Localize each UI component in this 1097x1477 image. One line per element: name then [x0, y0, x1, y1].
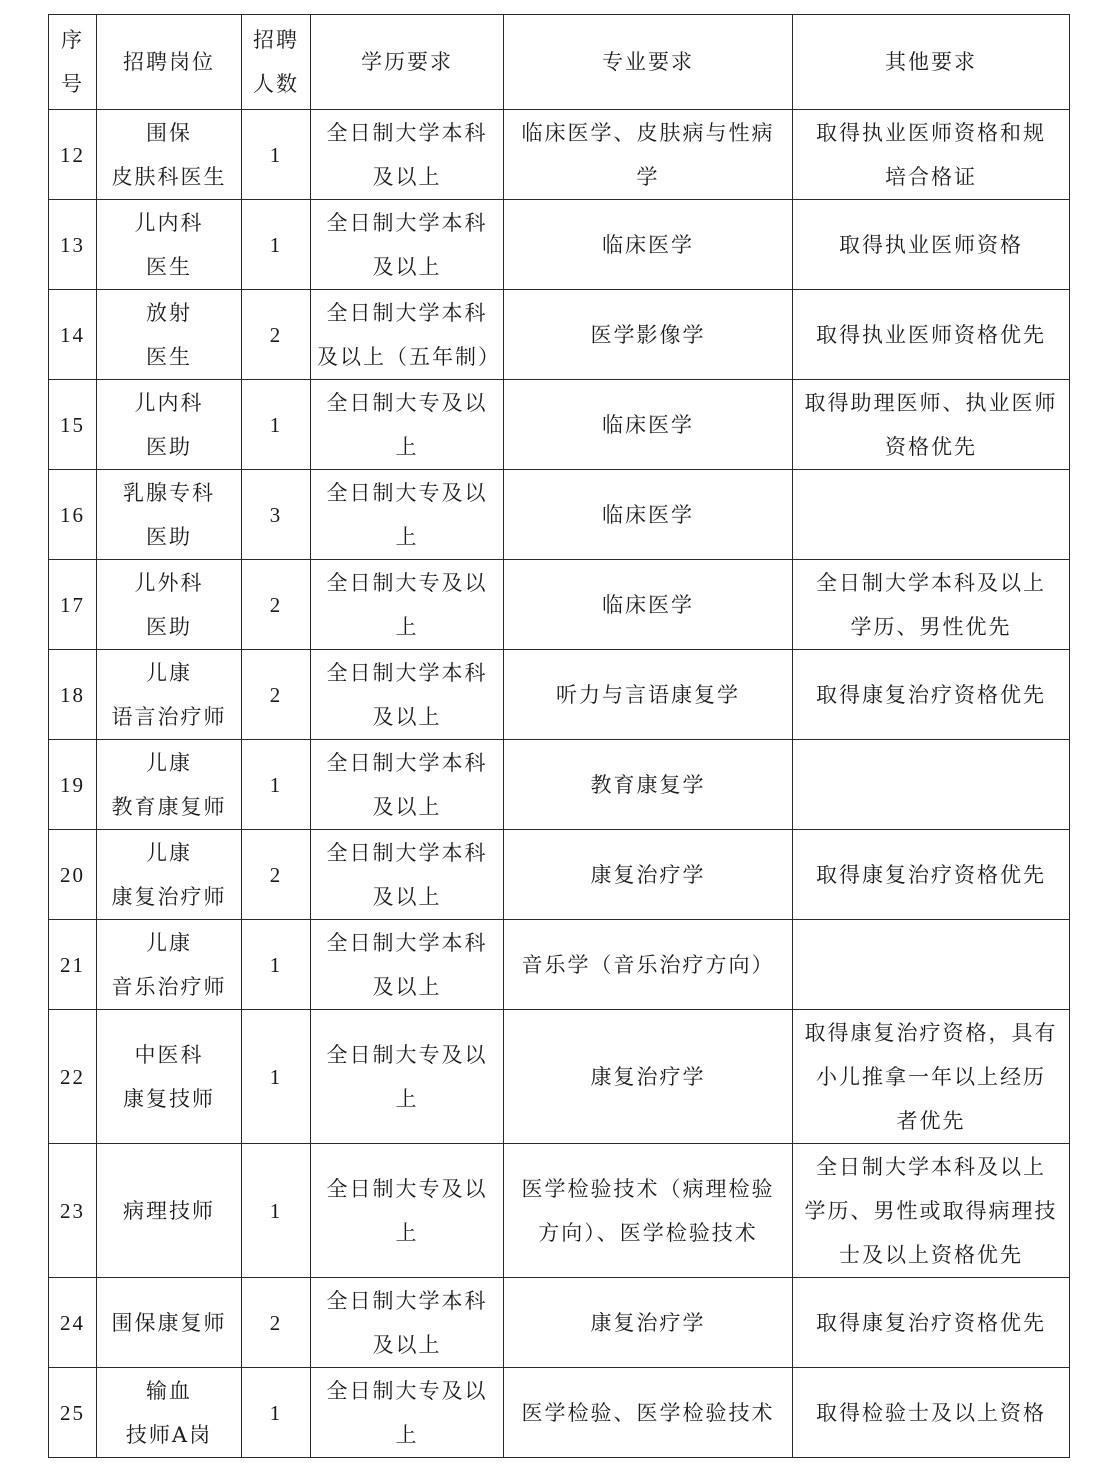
- post-cell: [97, 290, 242, 380]
- major-cell: [504, 1278, 793, 1368]
- post-line: 儿康: [146, 660, 192, 685]
- other-cell: [793, 200, 1070, 290]
- table-row: [49, 1010, 1070, 1144]
- post-cell: [97, 830, 242, 920]
- education-cell: [311, 560, 504, 650]
- major-line: 音乐学（音乐治疗方向）: [521, 952, 775, 977]
- major-cell: [504, 830, 793, 920]
- other-line: 者优先: [896, 1108, 966, 1133]
- count-cell: 1: [242, 920, 311, 1010]
- education-line: 全日制大学本科: [326, 750, 488, 775]
- row-index-cell: 18: [49, 650, 97, 740]
- count-cell: 1: [242, 110, 311, 200]
- major-line: 医学影像学: [590, 322, 706, 347]
- table-row: [49, 650, 1070, 740]
- header-row: [49, 15, 1070, 110]
- major-cell: [504, 650, 793, 740]
- row-index-cell: 23: [49, 1144, 97, 1278]
- major-line: 医学检验、医学检验技术: [521, 1400, 775, 1425]
- header-education: 学历要求: [311, 15, 504, 110]
- header-index: [49, 15, 97, 110]
- education-line: 上: [395, 1086, 419, 1111]
- education-cell: [311, 110, 504, 200]
- table-row: [49, 560, 1070, 650]
- post-line: 康复技师: [123, 1086, 215, 1111]
- other-line: 小儿推拿一年以上经历: [816, 1064, 1046, 1089]
- major-cell: [504, 200, 793, 290]
- other-line: 取得助理医师、执业医师: [804, 390, 1058, 415]
- row-index-cell: 25: [49, 1368, 97, 1458]
- row-index-cell: 19: [49, 740, 97, 830]
- post-line: 放射: [146, 300, 192, 325]
- count-cell: 2: [242, 290, 311, 380]
- count-cell: 1: [242, 740, 311, 830]
- education-cell: [311, 1010, 504, 1144]
- other-cell: [793, 920, 1070, 1010]
- post-line: 输血: [146, 1378, 192, 1403]
- table-row: [49, 1368, 1070, 1458]
- education-line: 全日制大学本科: [326, 930, 488, 955]
- post-line: 中医科: [134, 1042, 204, 1067]
- post-cell: [97, 1368, 242, 1458]
- row-index-cell: 20: [49, 830, 97, 920]
- other-line: 士及以上资格优先: [839, 1242, 1023, 1267]
- post-cell: [97, 380, 242, 470]
- post-line: 医生: [146, 344, 192, 369]
- major-line: 康复治疗学: [590, 1310, 706, 1335]
- major-line: 康复治疗学: [590, 1064, 706, 1089]
- education-cell: [311, 650, 504, 740]
- education-line: 全日制大专及以: [326, 1042, 488, 1067]
- major-cell: [504, 380, 793, 470]
- post-line: 医助: [146, 524, 192, 549]
- other-line: 取得执业医师资格: [839, 232, 1023, 257]
- post-cell: [97, 1278, 242, 1368]
- count-cell: 2: [242, 830, 311, 920]
- count-cell: 2: [242, 1278, 311, 1368]
- education-line: 全日制大学本科: [326, 1288, 488, 1313]
- count-cell: 1: [242, 1010, 311, 1144]
- major-line: 教育康复学: [590, 772, 706, 797]
- education-line: 及以上: [372, 704, 442, 729]
- education-cell: [311, 1368, 504, 1458]
- header-post: 招聘岗位: [97, 15, 242, 110]
- education-cell: [311, 290, 504, 380]
- education-line: 全日制大学本科: [326, 660, 488, 685]
- post-line: 乳腺专科: [123, 480, 215, 505]
- other-line: 取得康复治疗资格，具有: [804, 1020, 1058, 1045]
- other-line: 取得康复治疗资格优先: [816, 862, 1046, 887]
- table-row: [49, 830, 1070, 920]
- row-index-cell: 15: [49, 380, 97, 470]
- count-cell: 1: [242, 1144, 311, 1278]
- row-index-cell: 12: [49, 110, 97, 200]
- post-cell: [97, 200, 242, 290]
- other-line: 取得康复治疗资格优先: [816, 1310, 1046, 1335]
- count-cell: 1: [242, 1368, 311, 1458]
- row-index-cell: 14: [49, 290, 97, 380]
- major-cell: [504, 1368, 793, 1458]
- education-line: 全日制大专及以: [326, 570, 488, 595]
- other-line: 取得康复治疗资格优先: [816, 682, 1046, 707]
- other-line: 培合格证: [885, 164, 977, 189]
- header-index-line: 号: [61, 72, 84, 96]
- major-cell: [504, 110, 793, 200]
- post-cell: [97, 740, 242, 830]
- post-line: 康复治疗师: [111, 884, 227, 909]
- post-line: 教育康复师: [111, 794, 227, 819]
- other-cell: [793, 1278, 1070, 1368]
- education-line: 上: [395, 1220, 419, 1245]
- other-line: 全日制大学本科及以上: [816, 1154, 1046, 1179]
- major-line: 方向）、医学检验技术: [538, 1220, 758, 1245]
- other-cell: [793, 1368, 1070, 1458]
- table-row: [49, 200, 1070, 290]
- education-cell: [311, 740, 504, 830]
- header-index-line: 序: [61, 28, 84, 52]
- other-cell: [793, 650, 1070, 740]
- post-line: 技师A岗: [125, 1422, 213, 1447]
- post-cell: [97, 470, 242, 560]
- major-cell: [504, 740, 793, 830]
- education-line: 上: [395, 614, 419, 639]
- other-cell: [793, 1010, 1070, 1144]
- major-cell: [504, 560, 793, 650]
- major-line: 康复治疗学: [590, 862, 706, 887]
- major-line: 临床医学、皮肤病与性病: [521, 120, 775, 145]
- post-line: 儿内科: [134, 390, 204, 415]
- other-cell: [793, 380, 1070, 470]
- table-row: [49, 1278, 1070, 1368]
- post-line: 皮肤科医生: [111, 164, 227, 189]
- education-line: 全日制大学本科: [326, 210, 488, 235]
- count-cell: 1: [242, 200, 311, 290]
- other-line: 取得检验士及以上资格: [816, 1400, 1046, 1425]
- major-cell: [504, 920, 793, 1010]
- other-line: 全日制大学本科及以上: [816, 570, 1046, 595]
- major-line: 临床医学: [602, 232, 694, 257]
- row-index-cell: 17: [49, 560, 97, 650]
- other-cell: [793, 560, 1070, 650]
- row-index-cell: 13: [49, 200, 97, 290]
- education-cell: [311, 1278, 504, 1368]
- education-line: 全日制大专及以: [326, 480, 488, 505]
- header-count: [242, 15, 311, 110]
- education-cell: [311, 470, 504, 560]
- row-index-cell: 22: [49, 1010, 97, 1144]
- post-line: 儿外科: [134, 570, 204, 595]
- education-line: 上: [395, 1422, 419, 1447]
- count-cell: 2: [242, 560, 311, 650]
- education-line: 及以上: [372, 1332, 442, 1357]
- post-line: 儿康: [146, 930, 192, 955]
- education-line: 全日制大专及以: [326, 1378, 488, 1403]
- education-cell: [311, 1144, 504, 1278]
- post-line: 儿康: [146, 750, 192, 775]
- table-row: [49, 470, 1070, 560]
- major-cell: [504, 290, 793, 380]
- education-line: 全日制大专及以: [326, 1176, 488, 1201]
- other-cell: [793, 470, 1070, 560]
- table-row: [49, 290, 1070, 380]
- row-index-cell: 16: [49, 470, 97, 560]
- table-row: [49, 920, 1070, 1010]
- major-cell: [504, 1010, 793, 1144]
- recruitment-table: [48, 14, 1070, 1458]
- major-line: 临床医学: [602, 412, 694, 437]
- education-line: 全日制大学本科: [326, 300, 488, 325]
- major-line: 临床医学: [602, 592, 694, 617]
- count-cell: 3: [242, 470, 311, 560]
- post-cell: [97, 560, 242, 650]
- major-line: 医学检验技术（病理检验: [521, 1176, 775, 1201]
- major-line: 听力与言语康复学: [556, 682, 740, 707]
- education-line: 及以上（五年制）: [317, 344, 501, 369]
- education-line: 全日制大学本科: [326, 120, 488, 145]
- other-cell: [793, 1144, 1070, 1278]
- major-cell: [504, 1144, 793, 1278]
- education-line: 及以上: [372, 794, 442, 819]
- table-row: [49, 380, 1070, 470]
- education-line: 及以上: [372, 164, 442, 189]
- education-cell: [311, 920, 504, 1010]
- major-line: 学: [636, 164, 660, 189]
- post-line: 儿内科: [134, 210, 204, 235]
- education-line: 全日制大专及以: [326, 390, 488, 415]
- other-line: 取得执业医师资格优先: [816, 322, 1046, 347]
- post-line: 围保康复师: [111, 1310, 227, 1335]
- post-cell: [97, 1010, 242, 1144]
- education-line: 及以上: [372, 254, 442, 279]
- post-cell: [97, 110, 242, 200]
- header-other: 其他要求: [793, 15, 1070, 110]
- education-line: 及以上: [372, 974, 442, 999]
- post-line: 语言治疗师: [111, 704, 227, 729]
- post-line: 医助: [146, 614, 192, 639]
- post-cell: [97, 650, 242, 740]
- other-line: 资格优先: [885, 434, 977, 459]
- major-cell: [504, 470, 793, 560]
- education-cell: [311, 200, 504, 290]
- count-cell: 1: [242, 380, 311, 470]
- post-line: 围保: [146, 120, 192, 145]
- major-line: 临床医学: [602, 502, 694, 527]
- post-cell: [97, 1144, 242, 1278]
- header-count-line: 招聘: [253, 28, 299, 52]
- other-line: 学历、男性优先: [850, 614, 1012, 639]
- post-cell: [97, 920, 242, 1010]
- header-count-line: 人数: [253, 72, 299, 96]
- education-line: 上: [395, 434, 419, 459]
- count-cell: 2: [242, 650, 311, 740]
- other-line: 学历、男性或取得病理技: [804, 1198, 1058, 1223]
- header-major: 专业要求: [504, 15, 793, 110]
- education-cell: [311, 380, 504, 470]
- education-cell: [311, 830, 504, 920]
- post-line: 病理技师: [123, 1198, 215, 1223]
- other-cell: [793, 290, 1070, 380]
- post-line: 儿康: [146, 840, 192, 865]
- row-index-cell: 21: [49, 920, 97, 1010]
- table-row: [49, 740, 1070, 830]
- table-row: [49, 110, 1070, 200]
- education-line: 全日制大学本科: [326, 840, 488, 865]
- other-cell: [793, 740, 1070, 830]
- table-row: [49, 1144, 1070, 1278]
- post-line: 医生: [146, 254, 192, 279]
- education-line: 及以上: [372, 884, 442, 909]
- post-line: 音乐治疗师: [111, 974, 227, 999]
- post-line: 医助: [146, 434, 192, 459]
- education-line: 上: [395, 524, 419, 549]
- row-index-cell: 24: [49, 1278, 97, 1368]
- other-cell: [793, 110, 1070, 200]
- other-line: 取得执业医师资格和规: [816, 120, 1046, 145]
- other-cell: [793, 830, 1070, 920]
